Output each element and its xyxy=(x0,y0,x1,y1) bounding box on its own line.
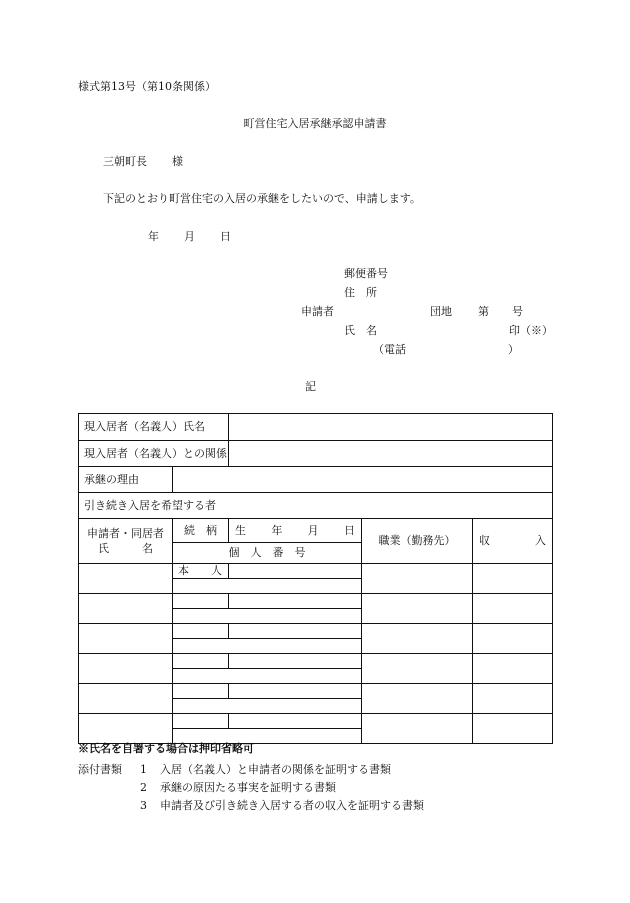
person-1-income[interactable] xyxy=(473,564,553,594)
person-4-relation[interactable] xyxy=(173,654,229,669)
person-4-birth[interactable] xyxy=(229,654,362,669)
person-6-birth[interactable] xyxy=(229,714,362,729)
col-income-header xyxy=(473,519,553,564)
addressee: 三朝町長 xyxy=(103,155,147,168)
danchi-label: 団地 xyxy=(430,305,452,318)
person-3-birth[interactable] xyxy=(229,624,362,639)
person-row-2a xyxy=(79,594,553,609)
person-2-name[interactable] xyxy=(79,594,173,624)
row-current-resident xyxy=(79,414,553,441)
phone-open: （電話 xyxy=(373,343,406,356)
col-birth-header xyxy=(229,519,362,543)
person-5-name[interactable] xyxy=(79,684,173,714)
name-label: 氏 名 xyxy=(344,324,377,337)
income-left: 収 xyxy=(479,534,490,547)
person-3-relation[interactable] xyxy=(173,624,229,639)
person-3-mynumber[interactable] xyxy=(173,639,362,654)
attachment-2-text: 承継の原因たる事実を証明する書類 xyxy=(160,781,336,794)
application-table xyxy=(78,413,553,744)
date-day: 日 xyxy=(220,230,231,243)
addressee-suffix: 様 xyxy=(172,155,183,168)
person-row-4a xyxy=(79,654,553,669)
person-4-mynumber[interactable] xyxy=(173,669,362,684)
person-2-relation[interactable] xyxy=(173,594,229,609)
date-year: 年 xyxy=(148,230,159,243)
go-label: 号 xyxy=(512,305,523,318)
current-resident-label: 現入居者（名義人）氏名 xyxy=(79,414,229,441)
person-4-name[interactable] xyxy=(79,654,173,684)
col-relation-header: 続 柄 xyxy=(173,519,229,543)
continuing-label: 引き続き入居を希望する者 xyxy=(79,493,553,519)
person-row-3a xyxy=(79,624,553,639)
person-2-job[interactable] xyxy=(362,594,473,624)
current-resident-field[interactable] xyxy=(229,414,553,441)
person-3-job[interactable] xyxy=(362,624,473,654)
person-4-income[interactable] xyxy=(473,654,553,684)
attachment-1-num: 1 xyxy=(140,763,147,776)
person-5-job[interactable] xyxy=(362,684,473,714)
postal-label: 郵便番号 xyxy=(344,267,388,280)
relationship-label: 現入居者（名義人）との関係 xyxy=(79,441,229,467)
person-1-relation[interactable] xyxy=(173,564,229,579)
intro-text: 下記のとおり町営住宅の入居の承継をしたいので、申請します。 xyxy=(103,192,421,205)
birth-month: 月 xyxy=(307,523,319,537)
person-4-job[interactable] xyxy=(362,654,473,684)
person-5-relation[interactable] xyxy=(173,684,229,699)
person-5-mynumber[interactable] xyxy=(173,699,362,714)
row-reason xyxy=(79,467,553,493)
col-job-header: 職業（勤務先） xyxy=(362,519,473,564)
attachment-3-num: 3 xyxy=(140,799,147,812)
col-applicant-header xyxy=(79,519,173,564)
birth-day: 日 xyxy=(343,523,355,537)
applicant-label: 申請者 xyxy=(301,305,334,318)
row-relationship xyxy=(79,441,553,467)
person-2-birth[interactable] xyxy=(229,594,362,609)
reason-field[interactable] xyxy=(173,467,553,493)
person-6-income[interactable] xyxy=(473,714,553,744)
date-month: 月 xyxy=(184,230,195,243)
form-number: 様式第13号（第10条関係） xyxy=(78,80,216,93)
ki-heading: 記 xyxy=(305,380,316,393)
phone-close: ） xyxy=(508,343,519,356)
relationship-field[interactable] xyxy=(229,441,553,467)
dai-label: 第 xyxy=(478,305,489,318)
birth-year: 年 xyxy=(271,523,283,537)
person-2-income[interactable] xyxy=(473,594,553,624)
attachment-2-num: 2 xyxy=(140,781,147,794)
person-1-mynumber[interactable] xyxy=(173,579,362,594)
person-5-birth[interactable] xyxy=(229,684,362,699)
self-label: 本 人 xyxy=(178,564,222,577)
attachment-1-text: 入居（名義人）と申請者の関係を証明する書類 xyxy=(160,763,391,776)
reason-label: 承継の理由 xyxy=(79,467,173,493)
person-6-name[interactable] xyxy=(79,714,173,744)
birth-sei: 生 xyxy=(235,523,246,537)
row-continuing xyxy=(79,493,553,519)
header-row-1 xyxy=(79,519,553,543)
document-title: 町営住宅入居承継承認申請書 xyxy=(243,117,387,130)
person-5-income[interactable] xyxy=(473,684,553,714)
income-right: 入 xyxy=(535,534,547,547)
person-row-6a xyxy=(79,714,553,729)
person-row-1a xyxy=(79,564,553,579)
person-1-job[interactable] xyxy=(362,564,473,594)
person-2-mynumber[interactable] xyxy=(173,609,362,624)
person-3-name[interactable] xyxy=(79,624,173,654)
signature-note: ※氏名を自署する場合は押印省略可 xyxy=(78,742,254,755)
person-1-name[interactable] xyxy=(79,564,173,594)
address-label: 住 所 xyxy=(344,286,377,299)
col-mynumber-header: 個 人 番 号 xyxy=(173,543,362,564)
seal-label: 印（※） xyxy=(509,324,553,337)
person-6-job[interactable] xyxy=(362,714,473,744)
col-applicant-line2: 氏 名 xyxy=(98,542,153,555)
attachment-3-text: 申請者及び引き続き入居する者の収入を証明する書類 xyxy=(160,799,424,812)
person-3-income[interactable] xyxy=(473,624,553,654)
person-row-5a xyxy=(79,684,553,699)
attachments-label: 添付書類 xyxy=(78,763,122,776)
person-1-birth[interactable] xyxy=(229,564,362,579)
col-applicant-line1: 申請者・同居者 xyxy=(87,527,164,540)
person-6-relation[interactable] xyxy=(173,714,229,729)
